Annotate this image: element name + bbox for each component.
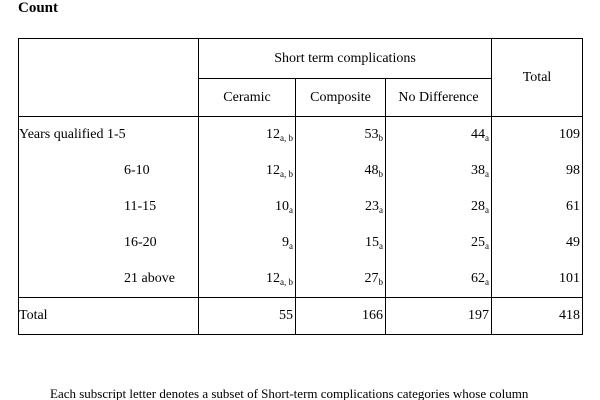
row-category-label: 1-5 — [107, 127, 126, 142]
table-cell: $62_a$ — [386, 261, 492, 298]
table-row — [19, 117, 583, 154]
row-total-cell: 101 — [492, 261, 583, 298]
table-cell: $48_b$ — [296, 153, 386, 189]
grand-total-cell: 418 — [492, 298, 583, 335]
crosstab-table — [18, 38, 583, 335]
column-total-cell: 166 — [296, 298, 386, 335]
table-cell: $12_{a, b}$ — [199, 117, 296, 154]
total-row — [19, 298, 583, 335]
row-group-label: Years qualified — [19, 127, 104, 142]
table-cell: $12_{a, b}$ — [199, 261, 296, 298]
column-total-cell: 55 — [199, 298, 296, 335]
table-row — [19, 189, 583, 225]
table-cell: $44_a$ — [386, 117, 492, 154]
column-header: Ceramic — [199, 79, 296, 117]
table-cell: $53_b$ — [296, 117, 386, 154]
column-header: Composite — [296, 79, 386, 117]
row-total-cell: 98 — [492, 153, 583, 189]
table-title: Count — [18, 0, 59, 16]
row-label: 6-10 — [19, 153, 199, 189]
column-total-cell: 197 — [386, 298, 492, 335]
corner-cell — [19, 39, 199, 117]
row-label: 16-20 — [19, 225, 199, 261]
row-label — [19, 117, 199, 154]
column-header: No Difference — [386, 79, 492, 117]
table-cell: $28_a$ — [386, 189, 492, 225]
row-label: 21 above — [19, 261, 199, 298]
table-cell: $23_a$ — [296, 189, 386, 225]
table-cell: $25_a$ — [386, 225, 492, 261]
footnote: Each subscript letter denotes a subset of Short-term complications categories whose column — [50, 386, 529, 400]
table-row — [19, 261, 583, 298]
table-cell: $15_a$ — [296, 225, 386, 261]
total-column-header: Total — [492, 39, 583, 117]
row-label: 11-15 — [19, 189, 199, 225]
column-group-header: Short term complications — [199, 39, 492, 79]
table-cell: $9_a$ — [199, 225, 296, 261]
table-cell: $12_{a, b}$ — [199, 153, 296, 189]
table-cell: $10_a$ — [199, 189, 296, 225]
table-cell: $38_a$ — [386, 153, 492, 189]
row-total-cell: 109 — [492, 117, 583, 154]
table-row — [19, 225, 583, 261]
row-total-cell: 49 — [492, 225, 583, 261]
total-row-label: Total — [19, 298, 199, 335]
table-cell: $27_b$ — [296, 261, 386, 298]
row-total-cell: 61 — [492, 189, 583, 225]
table-row — [19, 153, 583, 189]
